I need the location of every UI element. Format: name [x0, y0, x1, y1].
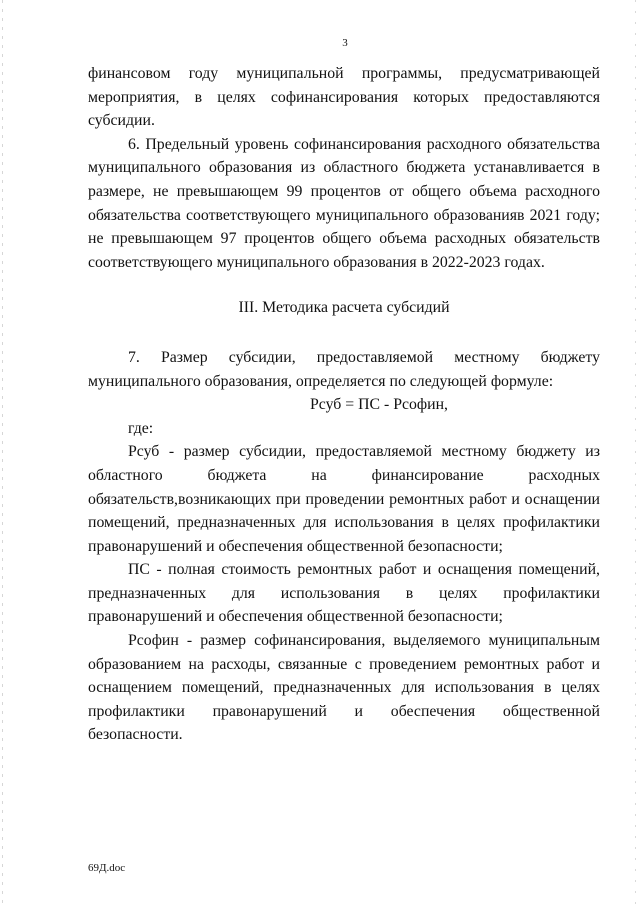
paragraph-item-6: 6. Предельный уровень софинансирования расходного обязательства муниципального образования из областного бюджета устанавливается в размере, не превышающем 99 процентов от общего объема расходного обязательства соответствующего муниципального образованияв 2021 году; не превышающем 97 процентов общего объема расходных обязательств соответствующего муниципального образования в 2022-2023 годах.: [88, 135, 600, 271]
definition-ps: ПС - полная стоимость ремонтных работ и оснащения помещений, предназначенных для использования в целях профилактики правонарушений и обеспечения общественной безопасности;: [88, 561, 600, 626]
document-body: [88, 62, 600, 747]
scan-edge-left: [2, 0, 3, 905]
formula: Рсуб = ПС - Рсофин,: [309, 396, 448, 414]
definition-rsofin: Рсофин - размер софинансирования, выделяемого муниципальным образованием на расходы, связанные с проведением ремонтных работ и оснащением помещений, предназначенных для использования в целях профилактики правонарушений и обеспечения общественной безопасности.: [88, 632, 600, 744]
definition-rsub: Рсуб - размер субсидии, предоставляемой местному бюджету из областного бюджета на финансирование расходных обязательств,возникающих при проведении ремонтных работ и оснащении помещений, предназначенных для использования в целях профилактики правонарушений и обеспечения общественной безопасности;: [88, 443, 600, 555]
footer-filename: 69Д.doc: [88, 862, 126, 874]
paragraph-item-7: 7. Размер субсидии, предоставляемой местному бюджету муниципального образования, определяется по следующей формуле:: [88, 348, 600, 390]
where-label: где:: [128, 419, 154, 437]
page-number: 3: [342, 37, 348, 49]
section-heading: III. Методика расчета субсидий: [238, 299, 450, 317]
scan-edge-right: [635, 0, 636, 905]
paragraph-continuation: финансовом году муниципальной программы, предусматривающей мероприятия, в целях софинансирования которых предоставляются субсидии.: [88, 65, 600, 130]
